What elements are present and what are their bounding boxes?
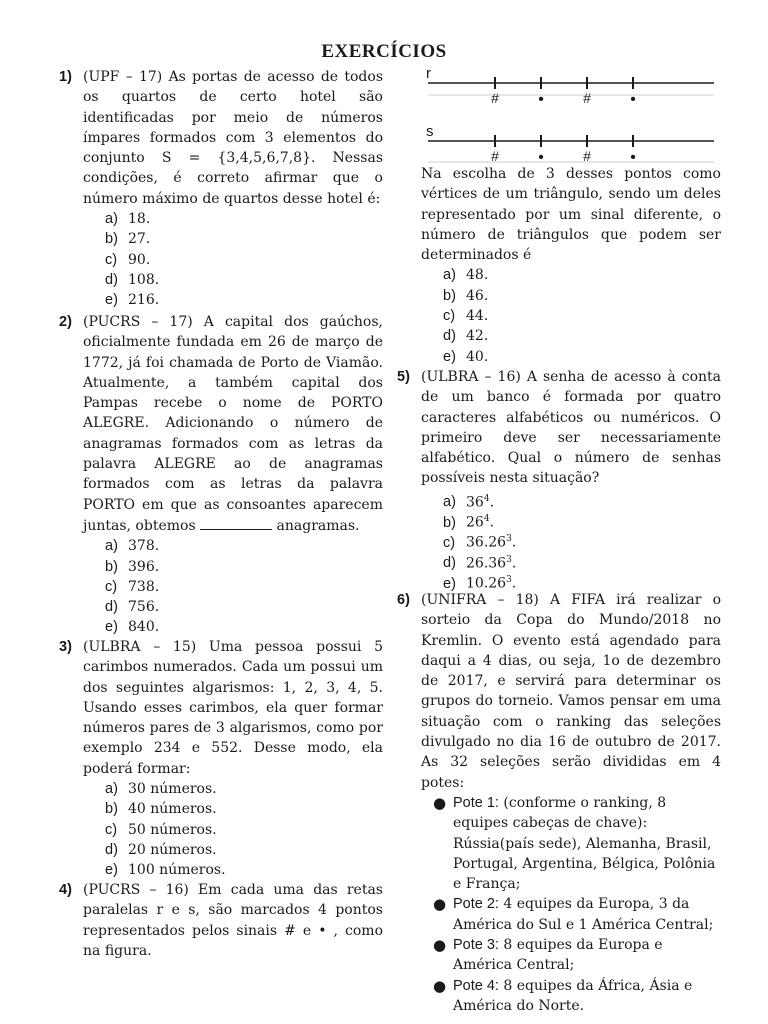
options-list: [83, 536, 383, 637]
pote-label: Pote 1:: [453, 794, 499, 811]
option-letter: c): [443, 535, 456, 552]
pote-text: 4 equipes da Europa, 3 da América do Sul e 1 América Central;: [453, 896, 714, 933]
mark-s-1: #: [491, 148, 499, 164]
option-letter: a): [105, 538, 118, 555]
answer-blank: [200, 515, 272, 530]
options-list: [83, 209, 383, 310]
option-letter: b): [105, 231, 118, 248]
question-number: 5): [397, 369, 410, 385]
option-exponent: 3: [506, 554, 512, 565]
option-a[interactable]: [443, 265, 721, 285]
option-b[interactable]: [443, 509, 721, 529]
line-s-label: s: [426, 123, 434, 140]
question-text: (PUCRS – 16) Em cada uma das retas paralelas r e s, são marcados 4 pontos representados pelos sinais # e • , como na figura.: [83, 882, 383, 959]
option-tail: .: [511, 535, 517, 552]
option-letter: e): [443, 575, 456, 592]
option-text: 50 números.: [128, 821, 217, 838]
option-letter: a): [443, 494, 456, 511]
option-letter: b): [443, 514, 456, 531]
option-text: 756.: [128, 599, 160, 616]
option-text: 738.: [128, 578, 160, 595]
option-text: 40 números.: [128, 801, 217, 818]
option-text: 90.: [128, 251, 151, 268]
option-letter: c): [443, 308, 456, 325]
options-list: [83, 779, 383, 880]
question-3: [59, 637, 383, 881]
pote-item: [433, 976, 721, 1017]
option-d[interactable]: [105, 840, 383, 860]
option-letter: a): [105, 211, 118, 228]
option-a[interactable]: [105, 536, 383, 556]
option-e[interactable]: [105, 290, 383, 310]
option-e[interactable]: [443, 347, 721, 367]
question-4-continuation: [421, 164, 721, 367]
mark-r-3: #: [583, 90, 591, 106]
option-letter: c): [105, 251, 118, 268]
potes-list: [421, 793, 721, 1016]
option-base: 36.26: [466, 535, 507, 552]
question-tail: anagramas.: [276, 517, 360, 534]
option-text: 30 números.: [128, 781, 217, 798]
question-6: [397, 590, 721, 1016]
option-exponent: 4: [483, 493, 490, 504]
option-c[interactable]: [443, 306, 721, 326]
option-b[interactable]: [105, 557, 383, 577]
parallel-lines-figure: [426, 66, 716, 168]
option-c[interactable]: [105, 577, 383, 597]
option-letter: c): [105, 578, 118, 595]
line-r-label: r: [426, 66, 431, 82]
question-text: (UPF – 17) As portas de acesso de todos os quartos de certo hotel são identificadas por meio de números ímpares formados com 3 elementos do conjunto S = {3,4,5,6,7,8}. Nessas condições, é correto afirmar que o número máximo de quartos desse hotel é:: [83, 69, 383, 207]
mark-s-2: •: [538, 149, 544, 166]
question-1: [59, 67, 383, 311]
option-letter: b): [105, 801, 118, 818]
option-c[interactable]: [105, 250, 383, 270]
option-letter: e): [105, 292, 118, 309]
pote-text: 8 equipes da Europa e América Central;: [453, 937, 663, 974]
option-letter: a): [443, 267, 456, 284]
bullet-icon: ●: [433, 936, 447, 955]
pote-item: [433, 935, 721, 976]
question-text: [83, 312, 383, 536]
pote-label: Pote 2:: [453, 896, 499, 913]
question-text: Na escolha de 3 desses pontos como vértices de um triângulo, sendo um deles representado por um sinal diferente, o número de triângulos que podem ser determinados é: [421, 166, 721, 264]
option-text: 27.: [128, 231, 151, 248]
option-letter: b): [105, 558, 118, 575]
option-text: 20 números.: [128, 841, 217, 858]
mark-r-4: •: [630, 91, 636, 108]
option-b[interactable]: [443, 286, 721, 306]
option-letter: d): [443, 328, 456, 345]
question-number: 2): [59, 314, 72, 330]
option-d[interactable]: [105, 270, 383, 290]
option-exponent: 4: [483, 514, 490, 525]
question-number: 1): [59, 69, 72, 85]
page-title: EXERCÍCIOS: [321, 41, 447, 62]
bullet-icon: ●: [433, 793, 447, 812]
option-tail: .: [511, 555, 517, 572]
pote-label: Pote 4:: [453, 977, 499, 994]
option-e[interactable]: [105, 860, 383, 880]
option-text: 46.: [466, 287, 489, 304]
option-base: 26.36: [466, 555, 507, 572]
question-text: (ULBRA – 16) A senha de acesso à conta de um banco é formada por quatro caracteres alfabéticos ou numéricos. O primeiro deve ser necessariamente alfabético. Qual o número de senhas possíveis nesta situação?: [421, 369, 721, 487]
option-a[interactable]: [105, 779, 383, 799]
option-d[interactable]: [443, 326, 721, 346]
option-a[interactable]: [443, 489, 721, 509]
mark-s-4: •: [630, 149, 636, 166]
option-tail: .: [489, 494, 495, 511]
question-text: (UNIFRA – 18) A FIFA irá realizar o sorteio da Copa do Mundo/2018 no Kremlin. O evento está agendado para daqui a 4 dias, ou seja, 1o de dezembro de 2017, e servirá para determinar os grupos do torneio. Vamos pensar em uma situação com o ranking das seleções divulgado no dia 16 de outubro de 2017. As 32 seleções serão divididas em 4 potes:: [421, 592, 721, 791]
option-letter: c): [105, 821, 118, 838]
question-text: (ULBRA – 15) Uma pessoa possui 5 carimbos numerados. Cada um possui um dos seguintes algarismos: 1, 2, 3, 4, 5. Usando esses carimbos, ela quer formar números pares de 3 algarismos, como por exemplo 234 e 552. Desse modo, ela poderá formar:: [83, 639, 383, 777]
option-c[interactable]: [105, 820, 383, 840]
option-letter: b): [443, 287, 456, 304]
question-4: [59, 880, 383, 961]
options-list: [421, 265, 721, 366]
pote-item: [433, 793, 721, 894]
question-2: [59, 312, 383, 638]
option-text: 840.: [128, 619, 160, 636]
option-letter: d): [105, 841, 118, 858]
figure-svg: [426, 66, 716, 168]
option-base: 10.26: [466, 575, 507, 592]
option-e[interactable]: [105, 617, 383, 637]
option-letter: a): [105, 781, 118, 798]
bullet-icon: ●: [433, 976, 447, 995]
option-text: 44.: [466, 308, 489, 325]
pote-item: [433, 894, 721, 935]
option-c[interactable]: [443, 529, 721, 552]
pote-label: Pote 3:: [453, 937, 499, 954]
option-b[interactable]: [105, 799, 383, 819]
option-text: 48.: [466, 267, 489, 284]
option-text: 108.: [128, 271, 160, 288]
mark-r-1: #: [491, 90, 499, 106]
question-number: 4): [59, 882, 72, 898]
option-tail: .: [489, 514, 495, 531]
pote-text: (conforme o ranking, 8 equipes cabeças de chave): Rússia(país sede), Alemanha, Brasil, Portugal, Argentina, Bélgica, Polônia e França;: [453, 794, 716, 893]
option-tail: .: [511, 575, 517, 592]
option-letter: e): [105, 862, 118, 879]
option-a[interactable]: [105, 209, 383, 229]
option-exponent: 3: [506, 534, 512, 545]
mark-r-2: •: [538, 91, 544, 108]
option-letter: d): [105, 599, 118, 616]
option-text: 18.: [128, 211, 151, 228]
question-body: (PUCRS – 17) A capital dos gaúchos, oficialmente fundada em 26 de março de 1772, já foi chamada de Porto de Viamão. Atualmente, a também capital dos Pampas recebe o nome de PORTO ALEGRE. Adicionando o número de anagramas formados com as letras da palavra ALEGRE ao de anagramas formados com as letras da palavra PORTO em que as consoantes aparecem juntas, obtemos: [83, 314, 383, 534]
option-letter: e): [105, 619, 118, 636]
option-text: 378.: [128, 538, 160, 555]
option-e[interactable]: [443, 570, 721, 590]
option-b[interactable]: [105, 229, 383, 249]
question-number: 3): [59, 639, 72, 655]
option-letter: e): [443, 348, 456, 365]
option-text: 396.: [128, 558, 160, 575]
pote-text: 8 equipes da África, Ásia e América do Norte.: [453, 977, 693, 1014]
bullet-icon: ●: [433, 895, 447, 914]
question-number: 6): [397, 592, 410, 608]
option-base: 36: [466, 494, 484, 511]
question-5: [397, 367, 721, 592]
mark-s-3: #: [583, 148, 591, 164]
option-d[interactable]: [443, 550, 721, 570]
option-text: 216.: [128, 292, 160, 309]
option-letter: d): [443, 555, 456, 572]
options-list: [421, 489, 721, 590]
option-exponent: 3: [506, 574, 512, 585]
option-text: 100 números.: [128, 862, 226, 879]
option-text: 42.: [466, 328, 489, 345]
option-letter: d): [105, 271, 118, 288]
option-text: 40.: [466, 348, 489, 365]
option-base: 26: [466, 514, 484, 531]
option-d[interactable]: [105, 597, 383, 617]
